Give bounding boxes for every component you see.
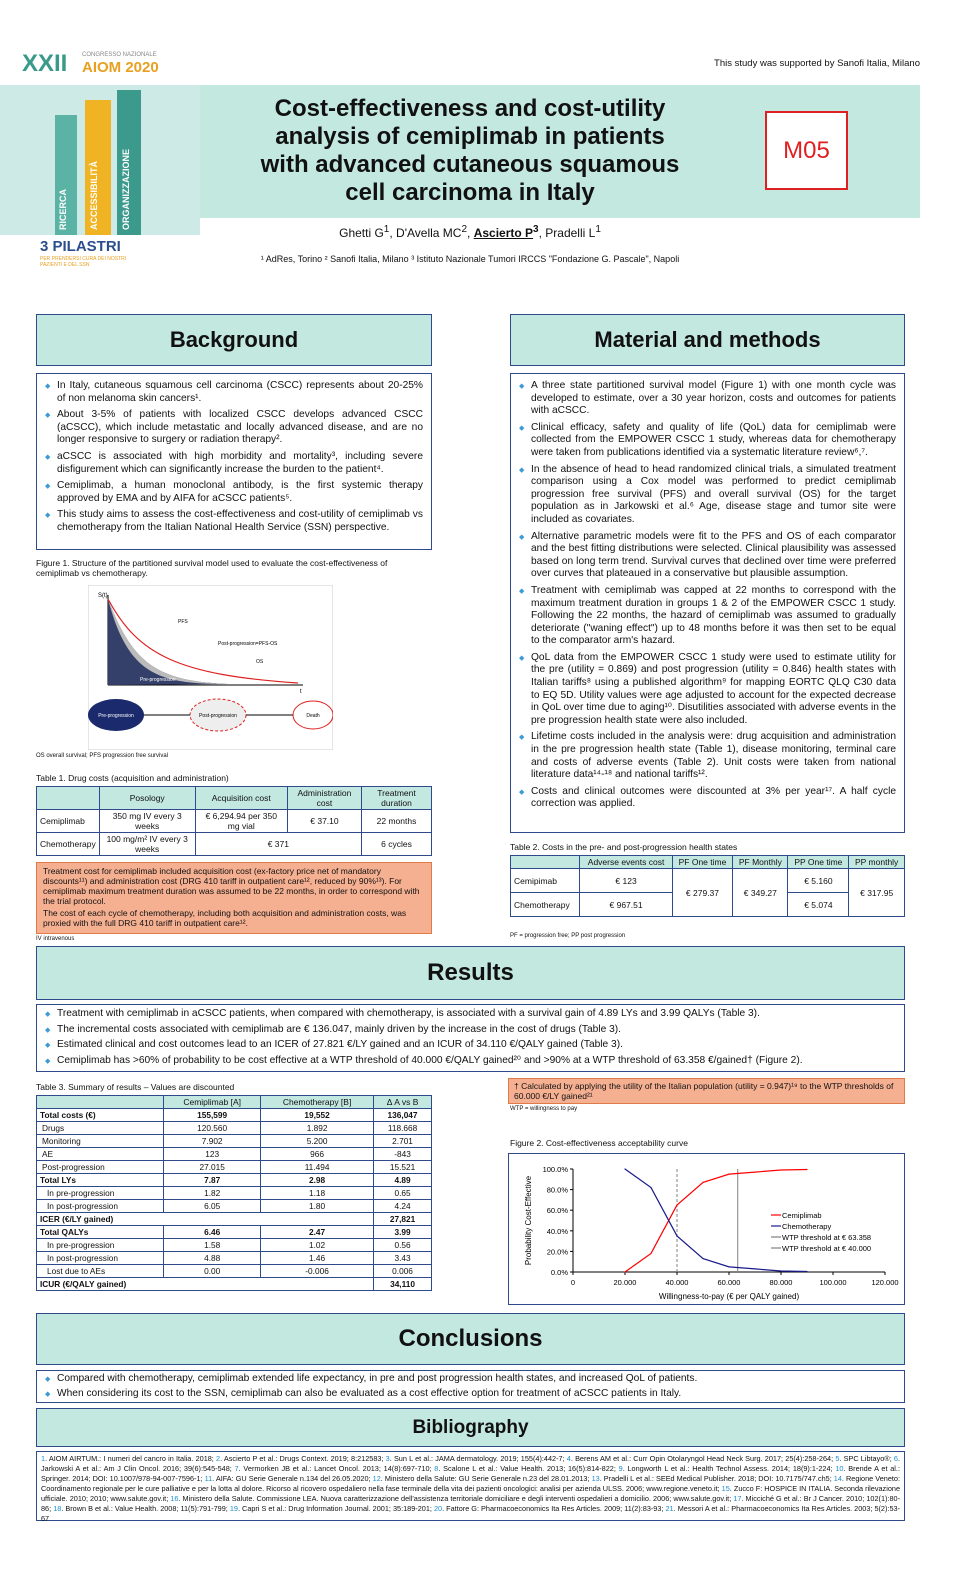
- table1: [36, 786, 432, 856]
- table-row: In post-progression 6.05 1.80 4.24: [37, 1200, 432, 1213]
- ref-text: Brown B et al.: Value Health. 2008; 11(5):791-799;: [65, 1504, 230, 1513]
- y-axis-label: Probability Cost-Effective: [524, 1175, 533, 1266]
- wtp-definition: WTP = willingness to pay: [510, 1106, 578, 1112]
- ref-number: 4: [566, 1454, 571, 1463]
- table-header: Posology: [99, 787, 195, 810]
- table-header: Acquisition cost: [195, 787, 287, 810]
- diagram-label: t: [300, 689, 302, 695]
- background-list: [45, 380, 423, 535]
- ref-number: 1: [41, 1454, 46, 1463]
- ref-text: Capri S et al.: Drug Information Journal. 2001; 35:189-201;: [242, 1504, 434, 1513]
- ref-text: Longworth L et al.: Health Technol Assess. 2014; 18(9):1-224;: [627, 1464, 836, 1473]
- ref-text: Scalone L et al.: Value Health. 2013; 16(5):814-822;: [443, 1464, 619, 1473]
- logo-pillars: 3 PILASTRI: [40, 238, 121, 255]
- author-sup: 1: [383, 224, 390, 235]
- table-row: In pre-progression 1.58 1.02 0.56: [37, 1239, 432, 1252]
- title-banner: [200, 85, 920, 218]
- data-point: [650, 1187, 651, 1188]
- table-header: PF One time: [672, 856, 732, 869]
- conclusions-list: [45, 1373, 896, 1400]
- results-bullet: ◆ Cemiplimab has >60% of probability to be cost effective at a WTP threshold of 40.000 €/QALY gained²⁰ and >90% at a WTP threshold of 63.358 €/gained† (Figure 2).: [45, 1055, 896, 1068]
- logo-subtitle: PER PRENDERSI CURA DEI NOSTRI PAZIENTI E DEL SSN: [40, 256, 127, 268]
- methods-bullet: ◆ Costs and clinical outcomes were discounted at 3% per year¹⁷. A half cycle correction was applied.: [519, 786, 896, 811]
- sponsor-note: This study was supported by Sanofi Italia, Milano: [714, 58, 920, 69]
- methods-heading: Material and methods: [510, 314, 905, 366]
- conclusions-bullet: ◆ Compared with chemotherapy, cemiplimab extended life expectancy, in pre and post progression health states, and increased QoL of patients.: [45, 1373, 896, 1386]
- methods-bullet: ◆ QoL data from the EMPOWER CSCC 1 study were used to estimate utility for the pre (utility = 0.869) and post progression (utility = 0.846) health states with Italian tariffs⁸ using a published algorithm⁹ for mapping EORTC QLQ C30 data to EQ 5D. Utility values were age adjusted to account for the expected decrease in QoL over time due to aging¹⁰. Disutilities associated with adverse events in the pre progression health state were also included.: [519, 652, 896, 728]
- ref-text: Fattore G: Pharmacoeconomics Ita Res Articles. 2009; 11(2):83-93;: [446, 1504, 666, 1513]
- table-header: Administration cost: [287, 787, 361, 810]
- table-row: In post-progression 4.88 1.46 3.43: [37, 1252, 432, 1265]
- background-bullet: ◆ In Italy, cutaneous squamous cell carcinoma (CSCC) represents about 20-25% of non melanoma skin cancers¹.: [45, 380, 423, 405]
- poster-title: Cost-effectiveness and cost-utility analysis of cemiplimab in patients with advanced cutaneous squamous cell carcinoma in Italy: [260, 95, 680, 206]
- ref-number: 8: [434, 1464, 439, 1473]
- table-header: PP One time: [788, 856, 849, 869]
- author: D'Avella MC: [396, 226, 462, 240]
- table-header: Adverse events cost: [580, 856, 672, 869]
- data-point: [806, 1169, 807, 1170]
- ref-text: Ascierto P et al.: Drugs Context. 2019; 8:212583;: [223, 1454, 386, 1463]
- y-tick-label: 100.0%: [542, 1165, 568, 1174]
- data-point: [676, 1204, 677, 1205]
- methods-list: [519, 380, 896, 811]
- bibliography-text: 1. AIOM AIRTUM.: I numeri del cancro in Italia. 2018; 2. Ascierto P et al.: Drugs Context. 2019; 8:212583; 3. Sun L et al.: JAMA dermatology. 2019; 155(4):442-7; 4. Berens AM et al.: Curr Opin Otolaryngol Head Neck Surg. 2017; 25(4):258-264; 5. SPC Libtayo®; 6. Jarkowski A et al.: Am J Clin Oncol. 2016; 39(6):545-548; 7. Vermorken JB et al.: Lancet Oncol. 2013; 14(8):697-710; 8. Scalone L et al.: Value Health. 2013; 16(5):814-822; 9. Longworth L et al.: Health Technol Assess. 2014; 18(9):1-224; 10. Brende A et al.: Springer. 2014; DOI: 10.1007/978-94-007-7596-1; 11. AIFA: GU Serie Generale n.134 del 26.05.2020; 12. Ministero della Salute: GU Serie Generale n.23 del 28.01.2013; 13. Pradelli L et al.: SEEd Medical Publisher. 2018; DOI: 10.7175/747.ch5; 14. Regione Veneto: Coordinamento regionale per le cure palliative e per la lotta al dolore. Ricorso al ricovero ospedaliero nella fase terminale della vita dei pazienti oncologici: analisi per azienda ULSS. 2006; www.regione.veneto.it; 15. Zucco F: HOSPICE IN ITALIA. Seconda rilevazione ufficiale. 2010; 2010; www.salute.gov.it; 16. Ministero della Salute. Commissione LEA. Nuova caratterizzazione dell'assistenza territoriale domiciliare e degli interventi ospedalieri a domicilio. 2006; www.salute.gov.it; 17. Micciché G et al.: Br J Cancer. 2010; 102(1):80-86; 18. Brown B et al.: Value Health. 2008; 11(5):791-799; 19. Capri S et al.: Drug Information Journal. 2001; 35:189-201; 20. Fattore G: Pharmacoeconomics Ita Res Articles. 2009; 11(2):83-93; 21. Messori A et al.: Pharmacoeconomics Ita Res Articles. 2003; 5(2):53-67: [36, 1451, 905, 1521]
- ref-number: 21: [665, 1504, 674, 1513]
- x-tick-label: 120.000: [871, 1278, 899, 1287]
- legend-label: WTP threshold at € 40.000: [782, 1244, 872, 1253]
- table2-caption: Table 2. Costs in the pre- and post-progression health states: [510, 842, 738, 852]
- table2: [510, 855, 905, 917]
- data-point: [650, 1253, 651, 1254]
- data-point: [728, 1174, 729, 1175]
- table-row: Chemotherapy 100 mg/m² IV every 3 weeks € 371 6 cycles: [37, 833, 432, 856]
- background-bullet: ◆ Cemiplimab, a human monoclonal antibody, is the first systemic therapy approved by EMA and by AIFA for aCSCC patients⁵.: [45, 480, 423, 505]
- series-line-chemotherapy: [625, 1169, 807, 1271]
- ref-text: AIOM AIRTUM.: I numeri del cancro in Italia. 2018;: [48, 1454, 217, 1463]
- data-point: [624, 1271, 625, 1272]
- ref-text: Ministero della Salute: GU Serie Generale n.23 del 28.01.2013;: [384, 1474, 592, 1483]
- figure2-caption: Figure 2. Cost-effectiveness acceptability curve: [510, 1138, 688, 1148]
- ref-number: 11: [204, 1474, 213, 1483]
- methods-bullet: ◆ A three state partitioned survival model (Figure 1) with one month cycle was developed to estimate, over a 30 year horizon, costs and outcomes for patients with aCSCC.: [519, 380, 896, 418]
- ref-number: 20: [433, 1504, 443, 1513]
- ref-text: Zucco F: HOSPICE IN ITALIA. Seconda rilevazione ufficiale. 2010; 2010; www.salute.gov.it;: [41, 1484, 901, 1503]
- wtp-note: † Calculated by applying the utility of the Italian population (utility = 0.947)¹⁹ to the WTP thresholds of 60.000 €/LY gained²¹: [508, 1078, 905, 1104]
- author-sup: 1: [595, 224, 601, 235]
- ref-text: Regione Veneto: Coordinamento regionale per le cure palliative e per la lotta al dolore. Ricorso al ricovero ospedaliero nella fase terminale della vita dei pazienti oncologici: analisi per azienda ULSS. 2006; www.regione.veneto.it;: [41, 1474, 901, 1493]
- results-bullet: ◆ Estimated clinical and cost outcomes lead to an ICER of 27.821 €/LY gained and an ICUR of 34.110 €/QALY gained (Table 3).: [45, 1039, 896, 1052]
- x-axis-label: Willingness-to-pay (€ per QALY gained): [658, 1292, 800, 1301]
- table2-footnote: PF = progression free; PP post progression: [510, 933, 626, 939]
- methods-bullet: ◆ Clinical efficacy, safety and quality of life (QoL) data for cemiplimab were collected from the EMPOWER CSCC 1 study, whereas data for chemotherapy were taken from publications identified via a systematic literature review⁶,⁷.: [519, 422, 896, 460]
- ref-text: Brende A et al.: Springer. 2014; DOI: 10.1007/978-94-007-7596-1;: [41, 1464, 900, 1483]
- methods-box: [510, 373, 905, 833]
- ref-number: 3: [385, 1454, 390, 1463]
- ref-text: SPC Libtayo®;: [843, 1454, 894, 1463]
- y-tick-label: 80.0%: [546, 1185, 568, 1195]
- table1-footnote: IV intravenous: [36, 936, 75, 942]
- x-tick-label: 80.000: [769, 1278, 793, 1287]
- author-sup: 3: [533, 224, 539, 235]
- legend-label: Cemiplimab: [782, 1211, 822, 1220]
- ref-number: 10: [835, 1464, 844, 1473]
- table-row: Cemiplimab 350 mg IV every 3 weeks € 6,294.94 per 350 mg vial € 37.10 22 months: [37, 810, 432, 833]
- note-item: The cost of each cycle of chemotherapy, including both acquisition and administration costs, was proxied with the full DRG 410 tariff in outpatient care¹².: [43, 908, 407, 928]
- table-row: Lost due to AEs 0.00 -0.006 0.006: [37, 1265, 432, 1278]
- data-point: [676, 1235, 677, 1236]
- x-tick-label: 20.000: [613, 1278, 637, 1287]
- results-heading: Results: [36, 946, 905, 1000]
- ref-number: 16: [170, 1494, 179, 1503]
- ref-text: Messori A et al.: Pharmacoeconomics Ita Res Articles. 2003; 5(2):53-67: [41, 1504, 900, 1523]
- logo-edition: XXII: [22, 50, 68, 77]
- ceac-chart-frame: [508, 1153, 905, 1305]
- diagram-label: PFS: [178, 619, 188, 625]
- data-point: [702, 1258, 703, 1259]
- table-row: Drugs 120.560 1.892 118.668: [37, 1122, 432, 1135]
- state-label: Death: [306, 713, 320, 719]
- author-presenting: Ascierto P: [473, 226, 534, 240]
- conclusions-box: [36, 1370, 905, 1403]
- diagram-label: S(t): [98, 593, 108, 599]
- ref-number: 2: [216, 1454, 221, 1463]
- logo-word: ACCESSIBILITÀ: [89, 160, 99, 230]
- table3: [36, 1095, 432, 1291]
- table3-caption: Table 3. Summary of results – Values are discounted: [36, 1082, 235, 1092]
- note-item: Treatment cost for cemiplimab included acquisition cost (ex-factory price net of mandatory discounts¹¹) and administration cost (DRG 410 tariff in outpatient care¹², reduced by 90%¹³). For cemiplimab maximum treatment duration was assumed to be 22 months, in order to correspond with the trial protocol.: [43, 866, 420, 906]
- table-row: Chemotherapy € 967.51 € 5.074: [511, 893, 905, 917]
- ref-text: Ministero della Salute. Commissione LEA. Nuova caratterizzazione dell'assistenza territoriale domiciliare e degli interventi ospedalieri a domicilio. 2006; www.salute.gov.it;: [182, 1494, 734, 1503]
- diagram-label: OS: [256, 659, 264, 665]
- bibliography-heading: Bibliography: [36, 1408, 905, 1447]
- background-box: [36, 373, 432, 550]
- x-tick-label: 0: [570, 1278, 576, 1287]
- state-label: Post-progression: [199, 713, 237, 719]
- table-header: Treatment duration: [362, 787, 432, 810]
- methods-bullet: ◆ Lifetime costs included in the analysis were: drug acquisition and administration in the pre progression health state (Table 1), disease monitoring, terminal care and costs of adverse events (Table 2). Unit costs were taken from national literature data¹⁴-¹⁸ and national tariffs¹².: [519, 731, 896, 781]
- legend-label: WTP threshold at € 63.358: [782, 1233, 872, 1242]
- data-point: [754, 1268, 755, 1269]
- ref-text: Sun L et al.: JAMA dermatology. 2019; 155(4):442-7;: [393, 1454, 567, 1463]
- table-row: ICER (€/LY gained) 27,821: [37, 1213, 432, 1226]
- ref-number: 7: [234, 1464, 239, 1473]
- data-point: [702, 1182, 703, 1183]
- figure1-footnote: OS overall survival; PFS progression free survival: [36, 753, 169, 759]
- diagram-label: Pre-progression: [140, 677, 176, 683]
- logo-congress: CONGRESSO NAZIONALE: [82, 52, 157, 58]
- ref-number: 17: [733, 1494, 742, 1503]
- table-row: Total costs (€) 155,599 19,552 136,047: [37, 1109, 432, 1122]
- background-bullet: ◆ This study aims to assess the cost-effectiveness and cost-utility of cemiplimab vs chemotherapy from the Italian National Health Service (SSN) perspective.: [45, 509, 423, 534]
- background-bullet: ◆ About 3-5% of patients with localized CSCC develops advanced CSCC (aCSCC), which include metastatic and locally advanced disease, and are no longer responsive to surgery or radiation therapy².: [45, 409, 423, 447]
- data-point: [780, 1270, 781, 1271]
- ref-text: Pradelli L et al.: SEEd Medical Publisher. 2018; DOI: 10.7175/747.ch5;: [603, 1474, 834, 1483]
- poster-code: M05: [765, 111, 848, 190]
- y-tick-label: 0.0%: [550, 1268, 568, 1277]
- ref-text: Vermorken JB et al.: Lancet Oncol. 2013; 14(8):697-710;: [243, 1464, 435, 1473]
- ref-number: 9: [618, 1464, 623, 1473]
- diagram-label: Post-progression=PFS-OS: [218, 641, 278, 647]
- ref-number: 13: [591, 1474, 600, 1483]
- data-point: [624, 1168, 625, 1169]
- methods-bullet: ◆ In the absence of head to head randomized clinical trials, a simulated treatment comparison using a Cox model was performed to predict cemiplimab progression free survival (PFS) and overall survival (OS) for the target population as in Jarkowski et al.⁶ Age, disease stage and tumor site were included as covariates.: [519, 464, 896, 527]
- state-label: Pre-progression: [98, 713, 134, 719]
- author-sup: 2: [461, 224, 468, 235]
- logo-name: AIOM 2020: [82, 59, 159, 76]
- ref-number: 19: [229, 1504, 238, 1513]
- background-heading: Background: [36, 314, 432, 366]
- table-row: AE 123 966 -843: [37, 1148, 432, 1161]
- ref-text: Jarkowski A et al.: Am J Clin Oncol. 2016; 39(6):545-548;: [41, 1464, 235, 1473]
- table-row: In pre-progression 1.82 1.18 0.65: [37, 1187, 432, 1200]
- results-bullet: ◆ Treatment with cemiplimab in aCSCC patients, when compared with chemotherapy, is associated with a survival gain of 4.89 LYs and 3.99 QALYs (Table 3).: [45, 1008, 896, 1021]
- background-bullet: ◆ aCSCC is associated with high morbidity and mortality³, including severe disfigurement which can significantly increase the burden to the patient⁴.: [45, 451, 423, 476]
- table-header: PF Monthly: [733, 856, 788, 869]
- ref-number: 15: [721, 1484, 730, 1493]
- ref-number: 14: [833, 1474, 842, 1483]
- y-tick-label: 60.0%: [546, 1206, 568, 1216]
- ref-number: 12: [372, 1474, 381, 1483]
- table-row: Cemipimab € 123 € 279.37 € 349.27 € 5.160 € 317.95: [511, 869, 905, 893]
- author: Ghetti G: [339, 226, 384, 240]
- authors: Ghetti $G^1$, D'Avella $MC^2$, Ascierto $P^3$, Pradelli $L^1$: [339, 224, 601, 240]
- y-tick-label: 40.0%: [546, 1226, 568, 1236]
- table-header: Chemotherapy [B]: [261, 1096, 374, 1109]
- partitioned-survival-diagram: [88, 585, 333, 750]
- logo-word: ORGANIZZAZIONE: [121, 149, 131, 230]
- ref-text: AIFA: GU Serie Generale n.134 del 26.05.2020;: [215, 1474, 373, 1483]
- results-box: [36, 1004, 905, 1072]
- data-point: [728, 1266, 729, 1267]
- author: Pradelli L: [545, 226, 596, 240]
- series-line-cemiplimab: [625, 1170, 807, 1272]
- data-point: [806, 1271, 807, 1272]
- ceac-chart: [509, 1154, 906, 1306]
- data-point: [754, 1171, 755, 1172]
- table-row: ICUR (€/QALY gained) 34,110: [37, 1278, 432, 1291]
- methods-bullet: ◆ Treatment with cemiplimab was capped at 22 months to correspond with the maximum treatment duration in groups 1 & 2 of the EMPOWER CSCC 1 study. Following the 22 months, the hazard of cemiplimab was assumed to gradually deteriorate ("waning effect") up to 48 months before it was then set to be equal to the comparator arm's hazard.: [519, 585, 896, 648]
- table-row: Post-progression 27.015 11.494 15.521: [37, 1161, 432, 1174]
- logo-word: RICERCA: [58, 188, 68, 230]
- figure1-caption: Figure 1. Structure of the partitioned survival model used to evaluate the cost-effectiveness of cemiplimab vs chemotherapy.: [36, 558, 388, 578]
- table-row: Monitoring 7.902 5.200 2.701: [37, 1135, 432, 1148]
- affiliations: ¹ AdRes, Torino ² Sanofi Italia, Milano ³ Istituto Nazionale Tumori IRCCS "Fondazione G. Pascale", Napoli: [260, 254, 680, 264]
- x-tick-label: 40.000: [665, 1278, 689, 1287]
- table-header: Δ A vs B: [374, 1096, 432, 1109]
- table-header: Cemiplimab [A]: [164, 1096, 261, 1109]
- ref-number: 5: [835, 1454, 840, 1463]
- data-point: [780, 1169, 781, 1170]
- results-bullet: ◆ The incremental costs associated with cemiplimab are € 136.047, mainly driven by the increase in the cost of drugs (Table 3).: [45, 1024, 896, 1037]
- legend-label: Chemotherapy: [782, 1222, 832, 1231]
- results-list: [45, 1008, 896, 1067]
- ref-text: Berens AM et al.: Curr Opin Otolaryngol Head Neck Surg. 2017; 25(4):258-264;: [575, 1454, 836, 1463]
- ref-number: 18: [53, 1504, 62, 1513]
- table-header: PP monthly: [849, 856, 905, 869]
- conclusions-bullet: ◆ When considering its cost to the SSN, cemiplimab can also be evaluated as a cost effective option for treatment of aCSCC patients in Italy.: [45, 1388, 896, 1401]
- y-tick-label: 20.0%: [546, 1247, 568, 1257]
- table1-caption: Table 1. Drug costs (acquisition and administration): [36, 773, 229, 783]
- ref-text: Micciché G et al.: Br J Cancer. 2010; 102(1):80-86;: [41, 1494, 901, 1513]
- table1-notes: [36, 862, 432, 934]
- conclusions-heading: Conclusions: [36, 1313, 905, 1365]
- x-tick-label: 100.000: [819, 1278, 847, 1287]
- table-row: Total LYs 7.87 2.98 4.89: [37, 1174, 432, 1187]
- x-tick-label: 60.000: [717, 1278, 741, 1287]
- methods-bullet: ◆ Alternative parametric models were fit to the PFS and OS of each comparator and the best fitting distributions were selected. Clinical plausibility was assessed based on long term trend. Survival curves that declined over time were preferred over curves that plateaued in a conservative but plausible assumption.: [519, 531, 896, 581]
- ref-number: 6: [893, 1454, 898, 1463]
- table-row: Total QALYs 6.46 2.47 3.99: [37, 1226, 432, 1239]
- congress-logo: [0, 40, 200, 310]
